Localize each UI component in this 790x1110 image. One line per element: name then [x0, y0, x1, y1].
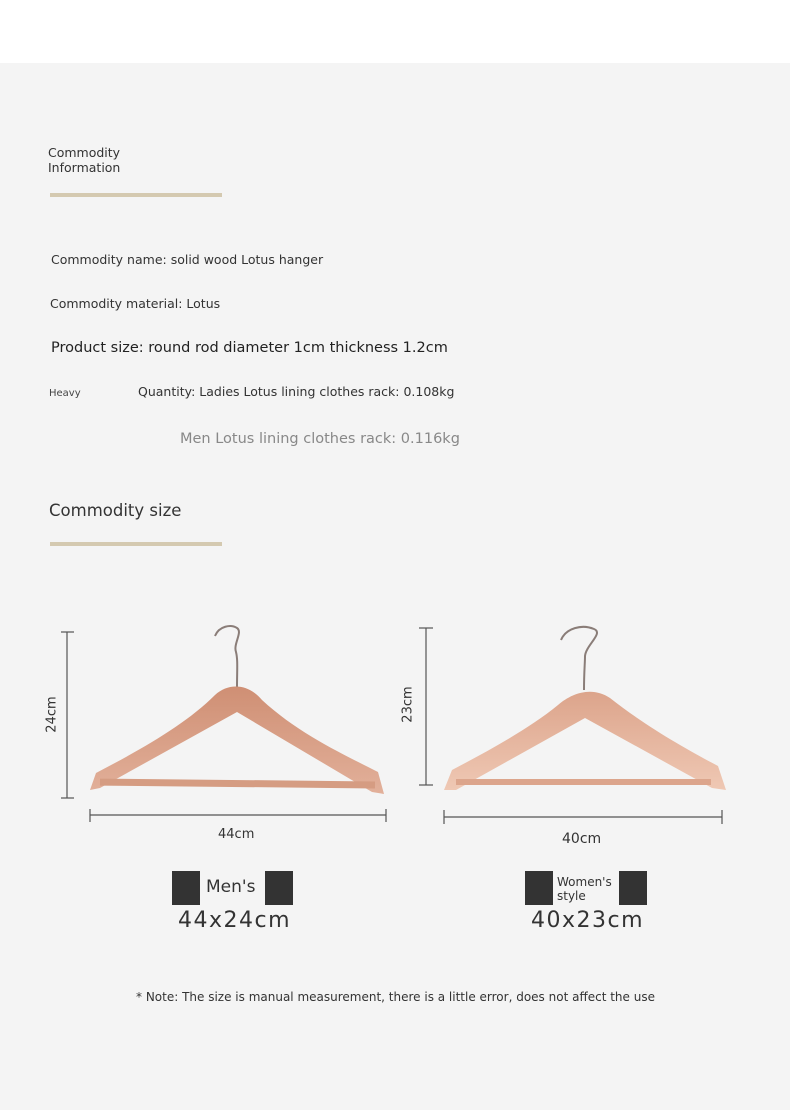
- women-width-dimension: [444, 810, 722, 824]
- men-height-label: 24cm: [44, 696, 60, 733]
- size-section-title: Commodity size: [49, 501, 182, 520]
- men-width-label: 44cm: [218, 827, 255, 842]
- women-width-label: 40cm: [562, 831, 602, 847]
- women-height-dimension: [419, 628, 433, 785]
- women-dimensions: 40x23cm: [531, 908, 645, 933]
- men-dimensions: 44x24cm: [178, 908, 292, 933]
- quantity-men: Men Lotus lining clothes rack: 0.116kg: [180, 431, 460, 447]
- women-label-square-right: [619, 871, 647, 905]
- commodity-material: Commodity material: Lotus: [50, 296, 221, 311]
- men-label: Men's: [206, 877, 256, 897]
- heavy-label: Heavy: [49, 388, 81, 399]
- women-height-label: 23cm: [400, 686, 416, 723]
- women-label: Women's style: [557, 875, 612, 903]
- info-section-title: Commodity Information: [48, 145, 121, 175]
- men-hanger-image: [90, 626, 384, 794]
- measurement-note: * Note: The size is manual measurement, there is a little error, does not affect the use: [136, 990, 655, 1004]
- men-label-square-left: [172, 871, 200, 905]
- women-label-square-left: [525, 871, 553, 905]
- men-label-square-right: [265, 871, 293, 905]
- commodity-name: Commodity name: solid wood Lotus hanger: [51, 252, 324, 267]
- quantity-ladies: Quantity: Ladies Lotus lining clothes rack: 0.108kg: [138, 384, 455, 399]
- men-width-dimension: [90, 809, 386, 822]
- product-size: Product size: round rod diameter 1cm thickness 1.2cm: [51, 340, 448, 356]
- women-hanger-image: [444, 627, 726, 790]
- men-height-dimension: [61, 632, 74, 798]
